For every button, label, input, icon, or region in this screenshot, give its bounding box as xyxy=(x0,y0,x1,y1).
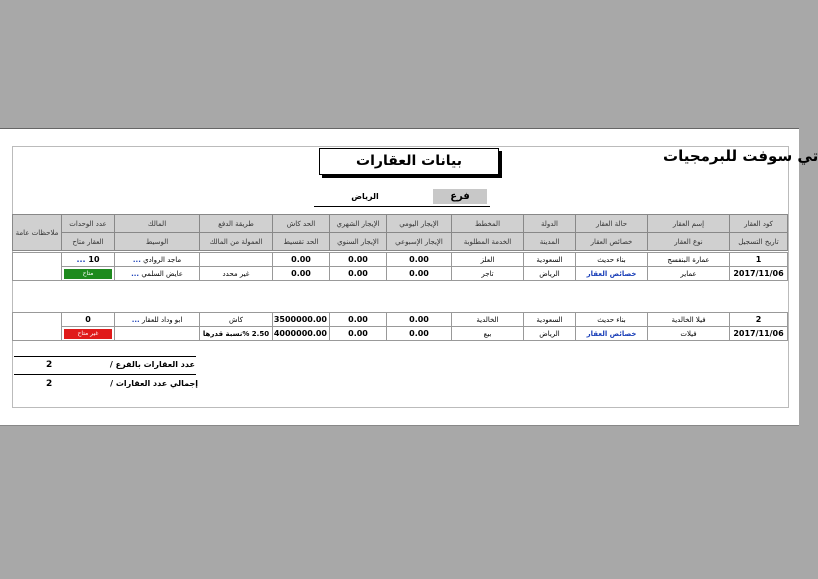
record-features-link[interactable]: خصائص العقار xyxy=(576,267,648,281)
record-service: تاجر xyxy=(452,267,524,281)
record-owner-name: ابو وداد للعقار xyxy=(141,315,183,324)
column-header xyxy=(12,214,788,251)
record-units-value: 10 xyxy=(88,255,100,264)
record-status: بناء حديث xyxy=(576,313,648,327)
report-page xyxy=(0,128,818,426)
record-installment: 4000000.00 xyxy=(273,327,330,341)
header-payment: طريقة الدفع xyxy=(200,215,273,233)
header-installment: الحد تقسيط xyxy=(273,233,330,251)
record-cash: 0.00 xyxy=(273,253,330,267)
record-code: 1 xyxy=(730,253,788,267)
company-name: تي سوفت للبرمجيات xyxy=(663,147,818,165)
owner-lookup-button[interactable]: ... xyxy=(132,255,141,264)
availability-badge: متاح xyxy=(64,269,112,279)
header-broker: الوسيط xyxy=(115,233,200,251)
availability-badge: غير متاح xyxy=(64,329,112,339)
record-installment: 0.00 xyxy=(273,267,330,281)
record-monthly: 0.00 xyxy=(330,313,387,327)
report-title: بيانات العقارات xyxy=(319,148,499,175)
record-date: 2017/11/06 xyxy=(730,267,788,281)
header-availability: العقار متاح xyxy=(62,233,115,251)
record-monthly: 0.00 xyxy=(330,253,387,267)
record-commission: غير محدد xyxy=(200,267,273,281)
header-code: كود العقار xyxy=(730,215,788,233)
record-status: بناء حديث xyxy=(576,253,648,267)
record-notes xyxy=(13,253,62,281)
header-units: عدد الوحدات xyxy=(62,215,115,233)
record-yearly: 0.00 xyxy=(330,327,387,341)
table-row xyxy=(13,253,788,267)
header-features: خصائص العقار xyxy=(576,233,648,251)
record-cash: 3500000.00 xyxy=(273,313,330,327)
broker-lookup-button[interactable]: ... xyxy=(131,269,140,278)
record-commission: 2.50 %نسبة قدرها xyxy=(200,327,273,341)
owner-lookup-button[interactable]: ... xyxy=(131,315,140,324)
record-broker-name: عايض السلمي xyxy=(141,269,183,278)
record-daily: 0.00 xyxy=(387,253,452,267)
header-commission: العمولة من المالك xyxy=(200,233,273,251)
record-plan: العلز xyxy=(452,253,524,267)
record-2 xyxy=(12,312,788,341)
record-payment xyxy=(200,253,273,267)
header-owner: المالك xyxy=(115,215,200,233)
header-yearly: الإيجار السنوي xyxy=(330,233,387,251)
record-code: 2 xyxy=(730,313,788,327)
summary-divider xyxy=(14,356,196,357)
record-name: عمارة البنفسج xyxy=(648,253,730,267)
header-cash: الحد كاش xyxy=(273,215,330,233)
record-1 xyxy=(12,252,788,281)
record-availability xyxy=(62,327,115,341)
record-owner-name: ماجد الروادي xyxy=(143,255,182,264)
header-type: نوع العقار xyxy=(648,233,730,251)
header-name: إسم العقار xyxy=(648,215,730,233)
table-row xyxy=(13,327,788,341)
record-weekly: 0.00 xyxy=(387,327,452,341)
header-daily: الإيجار اليومي xyxy=(387,215,452,233)
record-units: 0 xyxy=(62,313,115,327)
record-notes xyxy=(13,313,62,341)
branch-label: فرع xyxy=(433,189,487,204)
record-name: فيلا الخالدية xyxy=(648,313,730,327)
record-units xyxy=(62,253,115,267)
table-row xyxy=(13,313,788,327)
record-yearly: 0.00 xyxy=(330,267,387,281)
record-features-link[interactable]: خصائص العقار xyxy=(576,327,648,341)
record-owner xyxy=(115,253,200,267)
record-country: السعودية xyxy=(524,253,576,267)
total-count-label: إجمالي عدد العقارات / xyxy=(110,379,198,388)
header-monthly: الإيجار الشهري xyxy=(330,215,387,233)
record-availability xyxy=(62,267,115,281)
total-count-value: 2 xyxy=(46,379,53,389)
header-city: المدينة xyxy=(524,233,576,251)
branch-count-value: 2 xyxy=(46,360,53,370)
header-notes: ملاحظات عامة xyxy=(13,215,62,251)
table-row xyxy=(13,267,788,281)
branch-value: الرياض xyxy=(351,192,379,201)
header-status: حالة العقار xyxy=(576,215,648,233)
summary-divider xyxy=(14,374,196,375)
header-weekly: الإيجار الإسبوعي xyxy=(387,233,452,251)
record-country: السعودية xyxy=(524,313,576,327)
record-type: فيلات xyxy=(648,327,730,341)
branch-underline xyxy=(314,206,490,207)
record-city: الرياض xyxy=(524,327,576,341)
record-broker xyxy=(115,327,200,341)
header-plan: المخطط xyxy=(452,215,524,233)
units-lookup-button[interactable]: ... xyxy=(76,255,86,264)
header-service: الخدمة المطلوبة xyxy=(452,233,524,251)
record-plan: الخالدية xyxy=(452,313,524,327)
record-broker xyxy=(115,267,200,281)
record-owner xyxy=(115,313,200,327)
branch-count-label: عدد العقارات بالفرع / xyxy=(109,360,195,369)
record-type: عماير xyxy=(648,267,730,281)
record-city: الرياض xyxy=(524,267,576,281)
record-service: بيع xyxy=(452,327,524,341)
header-country: الدولة xyxy=(524,215,576,233)
record-daily: 0.00 xyxy=(387,313,452,327)
record-payment: كاش xyxy=(200,313,273,327)
record-weekly: 0.00 xyxy=(387,267,452,281)
record-date: 2017/11/06 xyxy=(730,327,788,341)
header-date: تاريخ التسجيل xyxy=(730,233,788,251)
